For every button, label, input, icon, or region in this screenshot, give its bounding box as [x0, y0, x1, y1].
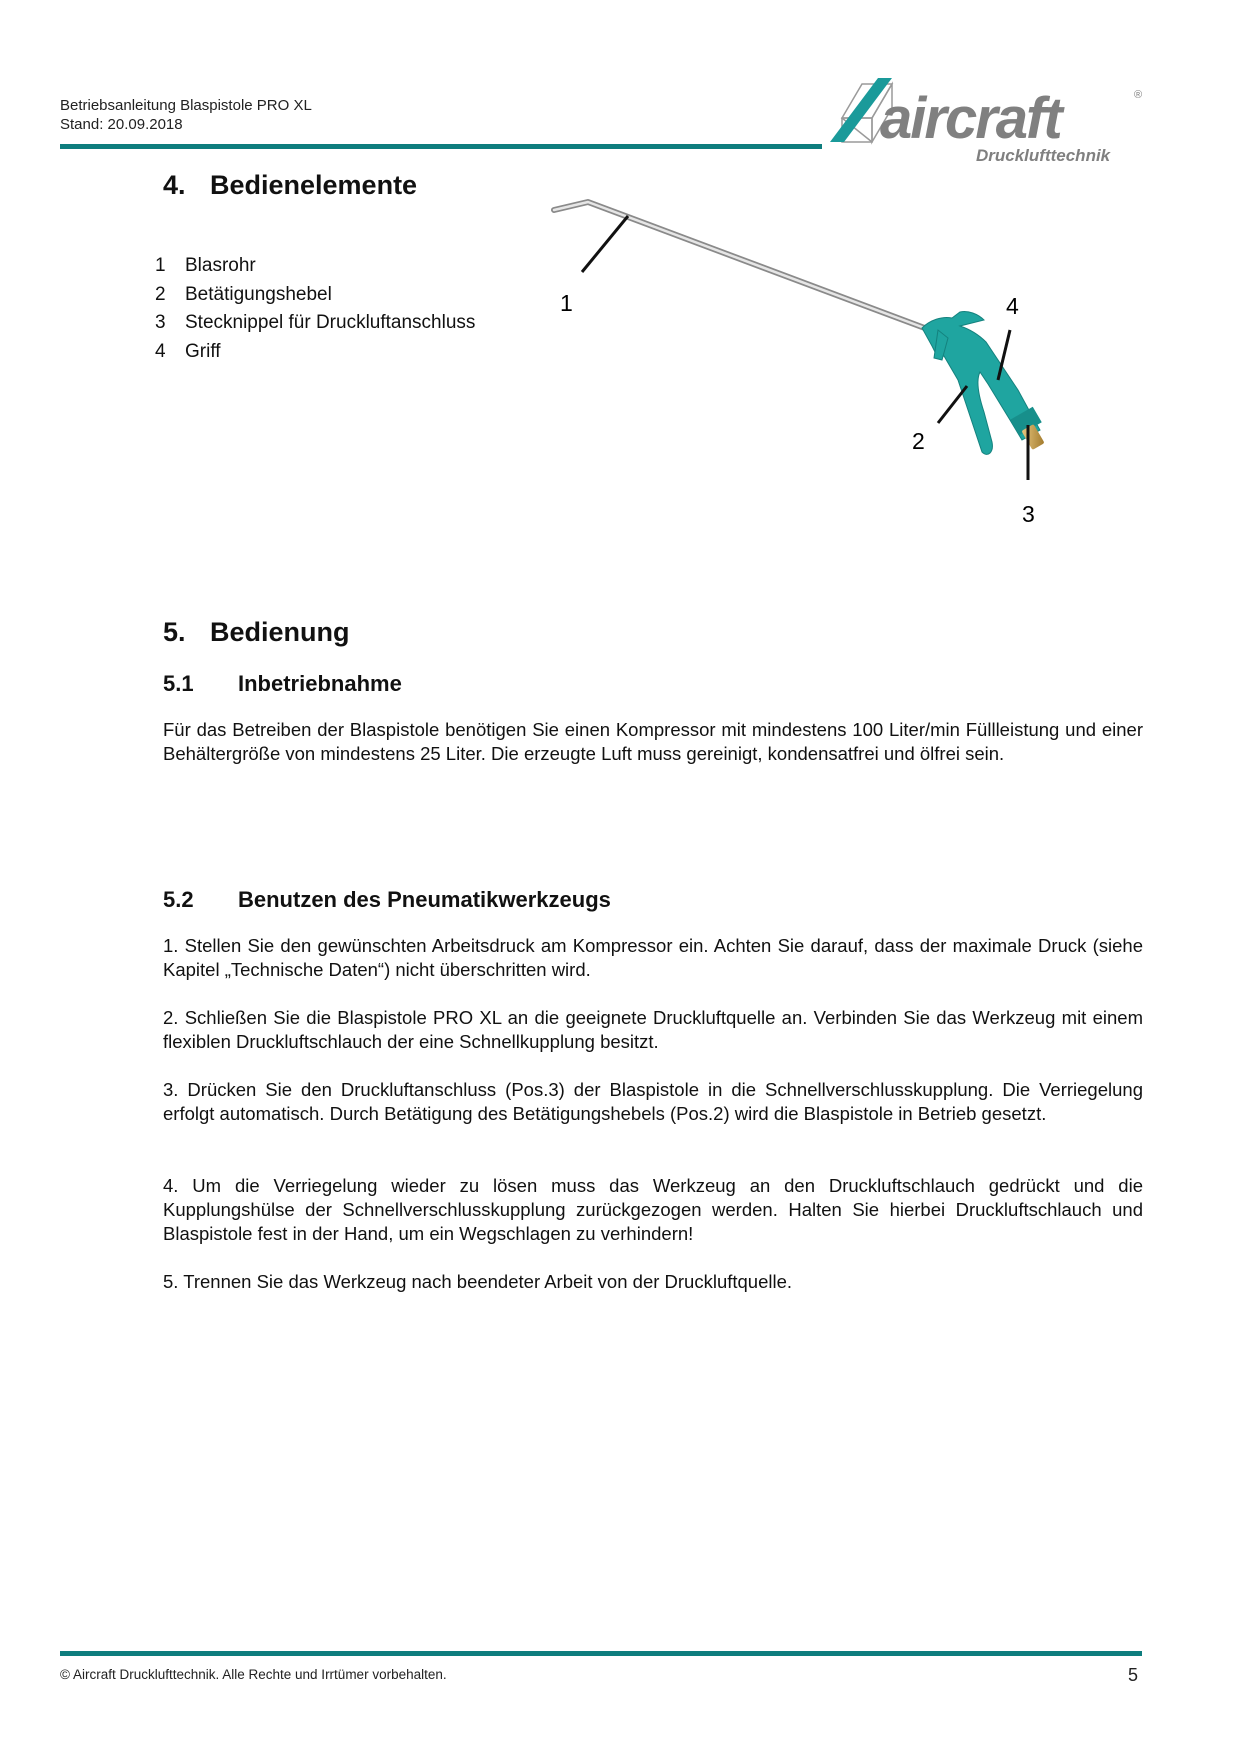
section-4-heading — [163, 170, 417, 201]
legend-item — [155, 252, 475, 281]
legend-item — [155, 338, 475, 367]
paragraph-inbetriebnahme: Für das Betreiben der Blaspistole benötigen Sie einen Kompressor mit mindestens 100 Liter/min Füllleistung und einer Behältergröße von mindestens 25 Liter. Die erzeugte Luft muss gereinigt, kondensatfrei und ölfrei sein. — [163, 719, 1143, 764]
logo-tagline: Drucklufttechnik — [976, 146, 1111, 165]
legend-label: Blasrohr — [185, 255, 256, 276]
step-1: 1. Stellen Sie den gewünschten Arbeitsdruck am Kompressor ein. Achten Sie darauf, dass der maximale Druck (siehe Kapitel „Technische Daten“) nicht überschritten wird. — [163, 935, 1143, 980]
step-3: 3. Drücken Sie den Druckluftanschluss (Pos.3) der Blaspistole in die Schnellverschlusskupplung. Die Verriegelung erfolgt automatisch. Durch Betätigung des Betätigungshebels (Pos.2) wird die Blaspistole in Betrieb gesetzt. — [163, 1079, 1143, 1124]
legend-number: 4 — [155, 340, 166, 362]
logo-mark-icon — [820, 76, 1150, 166]
legend-item — [155, 281, 475, 310]
section-5-heading — [163, 617, 350, 648]
callout-1: 1 — [560, 290, 573, 316]
page-number: 5 — [1128, 1665, 1139, 1685]
footer-rule — [60, 1651, 1142, 1656]
legend-number: 2 — [155, 283, 166, 305]
registered-mark: ® — [1134, 89, 1143, 101]
logo-wordmark: aircraft — [880, 86, 1061, 151]
callout-2: 2 — [912, 428, 925, 454]
section-title: Bedienelemente — [210, 170, 418, 200]
subsection-title: Benutzen des Pneumatikwerkzeugs — [238, 887, 611, 912]
legend-number: 1 — [155, 255, 166, 276]
callout-4: 4 — [1006, 293, 1019, 319]
footer-copyright: © Aircraft Drucklufttechnik. Alle Rechte und Irrtümer vorbehalten. — [60, 1667, 447, 1682]
blow-tube — [554, 202, 930, 330]
section-number: 5. — [163, 617, 186, 647]
header-rule — [60, 144, 822, 149]
subsection-title: Inbetriebnahme — [238, 671, 402, 696]
subsection-5-2-heading — [163, 887, 611, 913]
legend-number: 3 — [155, 312, 166, 333]
document-date: Stand: 20.09.2018 — [60, 116, 183, 133]
document-title: Betriebsanleitung Blaspistole PRO XL — [60, 97, 312, 114]
subsection-number: 5.2 — [163, 887, 194, 912]
step-5: 5. Trennen Sie das Werkzeug nach beendeter Arbeit von der Druckluftquelle. — [163, 1271, 793, 1292]
legend-label: Stecknippel für Druckluftanschluss — [185, 312, 476, 333]
legend-label: Griff — [185, 340, 221, 362]
section-number: 4. — [163, 170, 186, 200]
step-2: 2. Schließen Sie die Blaspistole PRO XL an die geeignete Druckluftquelle an. Verbinden Sie das Werkzeug mit einem flexiblen Druckluftschlauch der eine Schnellkupplung besitzt. — [163, 1007, 1143, 1052]
leader-line-1 — [582, 216, 628, 272]
callout-3: 3 — [1022, 501, 1035, 527]
aircraft-logo — [820, 76, 1150, 166]
legend-item — [155, 309, 475, 338]
parts-legend — [155, 252, 475, 366]
blow-gun-illustration — [540, 180, 1180, 540]
legend-label: Betätigungshebel — [185, 283, 332, 305]
document-header — [60, 96, 312, 134]
blow-gun-figure — [540, 180, 1180, 540]
subsection-number: 5.1 — [163, 671, 194, 696]
step-4: 4. Um die Verriegelung wieder zu lösen muss das Werkzeug an den Druckluftschlauch gedrückt und die Kupplungshülse der Schnellverschlusskupplung zurückgezogen werden. Halten Sie hierbei Druckluftschlauch und Blaspistole fest in der Hand, um ein Wegschlagen zu verhindern! — [163, 1175, 1143, 1244]
section-title: Bedienung — [210, 617, 350, 647]
leader-line-2 — [938, 386, 967, 423]
subsection-5-1-heading — [163, 671, 402, 697]
